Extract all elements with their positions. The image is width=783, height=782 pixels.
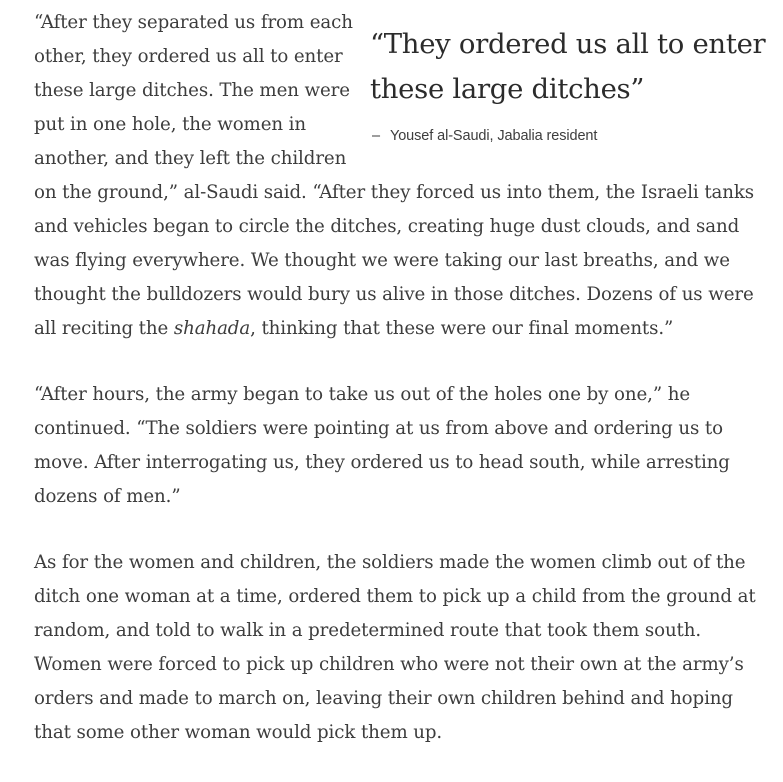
- paragraph-3: As for the women and children, the soldiers made the women climb out of the ditch one woman at a time, ordered them to pick up a child from the ground at random, and told to walk in a predetermined route that took them south. Women were forced to pick up children who were not their own at the army’s orders and made to march on, leaving their own children behind and hoping that some other woman would pick them up.: [34, 552, 756, 743]
- pull-quote-text: “They ordered us all to enter these large ditches”: [370, 28, 766, 105]
- pull-quote-attribution: [370, 126, 770, 146]
- paragraph-2: “After hours, the army began to take us out of the holes one by one,” he continued. “The soldiers were pointing at us from above and ordering us to move. After interrogating us, they ordered us to head south, while arresting dozens of men.”: [34, 384, 730, 507]
- article-body: [34, 6, 766, 782]
- paragraph-1-text-start: “After they separated us from each other, they ordered us all to enter these large ditches. The men were put in one hole, the women in another, and they left the children on the ground,” al-Saudi said. “After they forced us into them, the Israeli tanks and vehicles began to circle the ditches, creating huge dust clouds, and sand was flying everywhere. We thought we were taking our last breaths, and we thought the bulldozers would bury us alive in those ditches. Dozens of us were all reciting the: [34, 12, 755, 339]
- attribution-dash: –: [372, 128, 380, 144]
- paragraph-1-text-end: , thinking that these were our final moments.”: [250, 318, 674, 339]
- pull-quote: [370, 22, 770, 146]
- attribution-name: Yousef al-Saudi, Jabalia resident: [389, 128, 598, 144]
- paragraph-1-emphasis: shahada: [173, 318, 251, 339]
